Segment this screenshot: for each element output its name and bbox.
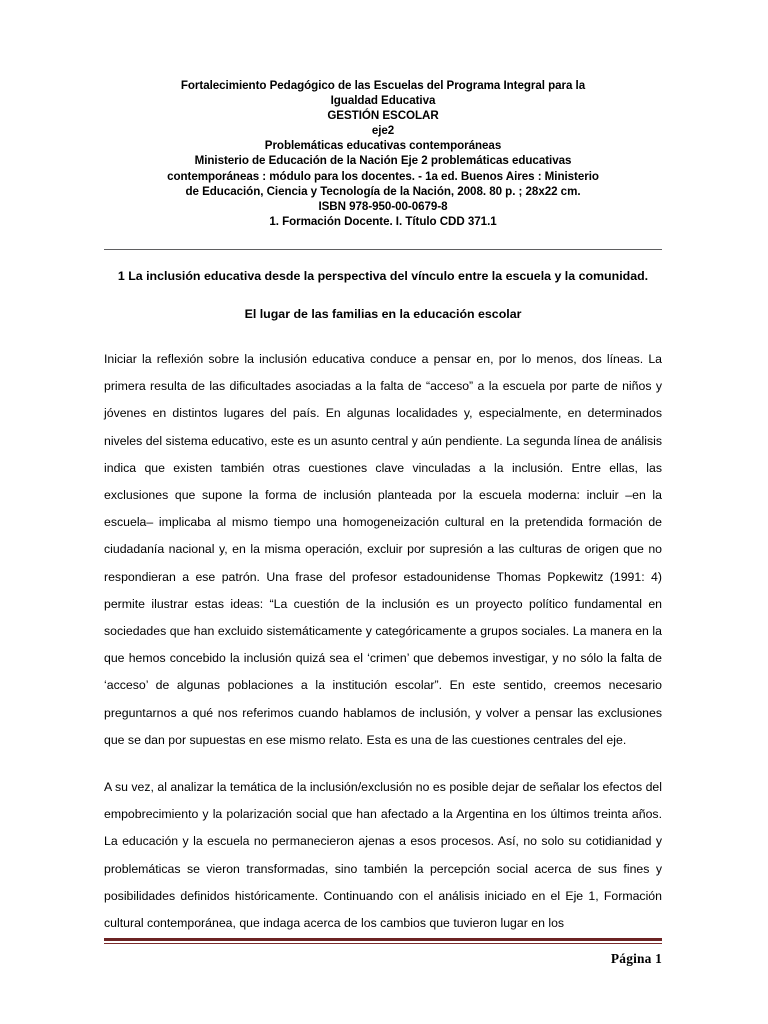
footer-rule-thin	[104, 943, 662, 944]
page-footer	[104, 938, 662, 967]
header-line-4: eje2	[371, 124, 395, 138]
body-paragraph-1: Iniciar la reflexión sobre la inclusión educativa conduce a pensar en, por lo menos, dos líneas. La primera resulta de las dificultades asociadas a la falta de “acceso” a la escuela por parte de niños y jóvenes en distintos lugares del país. En algunas localidades y, especialmente, en determinados niveles del sistema educativo, este es un asunto central y aún pendiente. La segunda línea de análisis indica que existen también otras cuestiones clave vinculadas a la inclusión. Entre ellas, las exclusiones que supone la forma de inclusión planteada por la escuela moderna: incluir –en la escuela– implicaba al mismo tiempo una homogeneización cultural en la pretendida formación de ciudadanía nacional y, en la misma operación, excluir por supresión a las culturas de origen que no respondieran a ese patrón. Una frase del profesor estadounidense Thomas Popkewitz (1991: 4) permite ilustrar estas ideas: “La cuestión de la inclusión es un proyecto político fundamental en sociedades que han excluido sistemáticamente y categóricamente a grupos sociales. La manera en la que hemos concebido la inclusión quizá sea el ‘crimen’ que debemos investigar, y no sólo la falta de ‘acceso’ de algunas poblaciones a la institución escolar”. En este sentido, creemos necesario preguntarnos a qué nos referimos cuando hablamos de inclusión, y volver a pensar las exclusiones que se dan por supuestas en ese mismo relato. Esta es una de las cuestiones centrales del eje.	[104, 351, 662, 747]
body-paragraph-2: A su vez, al analizar la temática de la inclusión/exclusión no es posible dejar de señalar los efectos del empobrecimiento y la polarización social que han afectado a la Argentina en los últimos treinta años. La educación y la escuela no permanecieron ajenas a esos procesos. Así, no solo su cotidianidad y problemáticas se vieron transformadas, sino también la percepción social acerca de sus fines y posibilidades definidos históricamente. Continuando con el análisis iniciado en el Eje 1, Formación cultural contemporánea, que indaga acerca de los cambios que tuvieron lugar en los	[104, 779, 662, 930]
header-line-1: Fortalecimiento Pedagógico de las Escuelas del Programa Integral para la	[180, 79, 586, 92]
header-line-2: Igualdad Educativa	[330, 94, 436, 108]
header-line-isbn: ISBN 978-950-00-0679-8	[318, 199, 448, 213]
document-header-block	[104, 78, 662, 229]
page-number: Página 1	[610, 950, 662, 966]
section-heading: 1 La inclusión educativa desde la perspectiva del vínculo entre la escuela y la comunidad.	[117, 268, 649, 283]
header-line-6: Ministerio de Educación de la Nación Eje 2 problemáticas educativas	[194, 154, 572, 168]
header-line-3: GESTIÓN ESCOLAR	[327, 109, 439, 123]
page-content	[104, 78, 662, 950]
header-line-5: Problemáticas educativas contemporáneas	[264, 139, 502, 153]
header-line-8: de Educación, Ciencia y Tecnología de la Nación, 2008. 80 p. ; 28x22 cm.	[185, 184, 581, 198]
header-line-7: contemporáneas : módulo para los docentes. - 1a ed. Buenos Aires : Ministerio	[167, 169, 599, 183]
header-line-cdd: 1. Formación Docente. I. Título CDD 371.1	[269, 214, 497, 228]
subsection-heading: El lugar de las familias en la educación escolar	[244, 306, 522, 321]
header-divider-rule	[104, 249, 662, 250]
